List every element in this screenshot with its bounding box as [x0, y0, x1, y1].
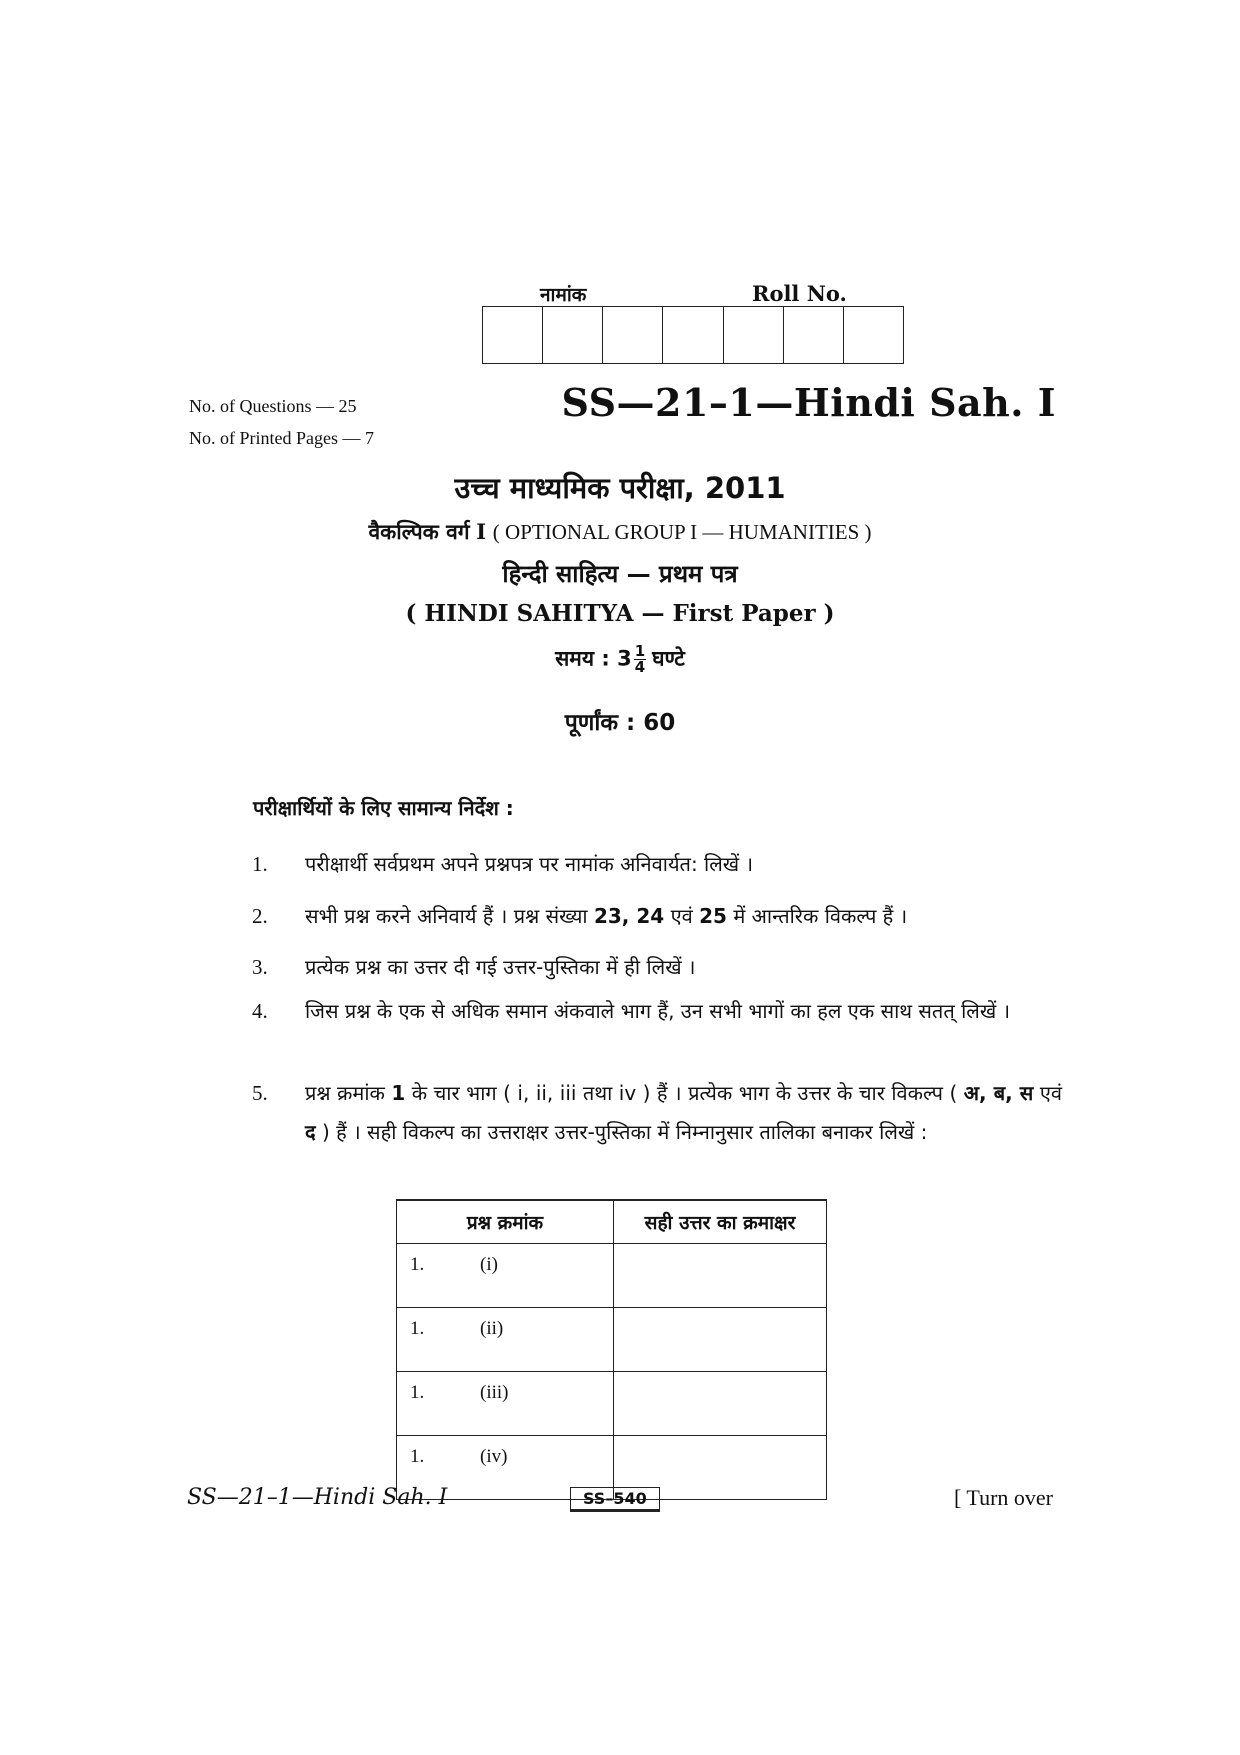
footer-paper-code: SS—21–1—Hindi Sah. I: [187, 1485, 448, 1510]
paper-code: SS—21–1—Hindi Sah. I: [561, 380, 1056, 425]
instruction-text: प्रत्येक प्रश्न का उत्तर दी गई उत्तर-पुस्तिका में ही लिखें ।: [305, 955, 696, 979]
instruction-text: जिस प्रश्न के एक से अधिक समान अंकवाले भाग हैं, उन सभी भागों का हल एक साथ सतत् लिखें ।: [305, 999, 1011, 1023]
roll-digit-box: [543, 307, 603, 363]
answer-format-table: [396, 1199, 827, 1500]
roll-label-hindi: नामांक: [540, 284, 587, 306]
question-count: No. of Questions — 25: [189, 396, 357, 416]
time-unit: घण्टे: [652, 646, 685, 671]
instruction-number: 2.: [252, 904, 268, 928]
roll-digit-box: [603, 307, 663, 363]
instruction-item: [252, 992, 1062, 1031]
roll-digit-box: [483, 307, 543, 363]
roll-digit-box: [784, 307, 844, 363]
instruction-number: 1.: [252, 852, 268, 876]
table-row: 1. (iv): [397, 1436, 827, 1500]
footer-series-badge: SS–540: [570, 1487, 660, 1512]
table-row: 1. (iii): [397, 1372, 827, 1436]
instruction-item: [252, 1074, 1062, 1152]
instruction-number: 3.: [252, 955, 268, 979]
group-number: I: [476, 519, 487, 544]
instruction-item: [252, 897, 1062, 936]
column-question-number: प्रश्न क्रमांक: [397, 1200, 614, 1244]
instruction-item: [252, 845, 1062, 884]
instruction-text: प्रश्न क्रमांक 1 के चार भाग ( i, ii, iii तथा iv ) हैं । प्रत्येक भाग के उत्तर के चार विकल्प ( अ, ब, स एवं द ) हैं । सही विकल्प का उत्तराक्षर उत्तर-पुस्तिका में निम्नानुसार तालिका बनाकर लिखें :: [305, 1081, 1062, 1144]
time-allowed: [0, 644, 1240, 675]
instructions-heading: परीक्षार्थियों के लिए सामान्य निर्देश :: [253, 796, 514, 820]
subject-hindi: हिन्दी साहित्य — प्रथम पत्र: [502, 560, 738, 588]
time-label: समय : 3: [555, 646, 632, 671]
total-marks: पूर्णांक : 60: [564, 710, 676, 736]
roll-digit-box: [663, 307, 723, 363]
answer-cell: [614, 1244, 827, 1308]
group-english: ( OPTIONAL GROUP I — HUMANITIES ): [492, 520, 872, 544]
instruction-item: [252, 948, 1062, 987]
table-row: 1. (i): [397, 1244, 827, 1308]
instruction-text: सभी प्रश्न करने अनिवार्य हैं । प्रश्न संख्या 23, 24 एवं 25 में आन्तरिक विकल्प हैं ।: [305, 904, 908, 928]
answer-cell: [614, 1308, 827, 1372]
exam-title: उच्च माध्यमिक परीक्षा, 2011: [454, 471, 786, 505]
roll-label-english: Roll No.: [752, 281, 847, 306]
subject-english: ( HINDI SAHITYA — First Paper ): [405, 600, 835, 627]
optional-group: [0, 518, 1240, 546]
roll-number-boxes: [482, 306, 904, 364]
turn-over-note: [ Turn over: [953, 1485, 1053, 1510]
fraction-denominator: 4: [634, 658, 646, 676]
instruction-text: परीक्षार्थी सर्वप्रथम अपने प्रश्नपत्र पर नामांक अनिवार्यत: लिखें ।: [305, 852, 754, 876]
table-row: 1. (ii): [397, 1308, 827, 1372]
instruction-number: 5.: [252, 1081, 268, 1105]
page-count: No. of Printed Pages — 7: [189, 428, 374, 448]
instruction-number: 4.: [252, 999, 268, 1023]
roll-digit-box: [724, 307, 784, 363]
fraction-numerator: 1: [634, 642, 646, 660]
time-fraction: [634, 644, 646, 675]
group-hindi: वैकल्पिक वर्ग: [368, 520, 470, 544]
column-correct-answer: सही उत्तर का क्रमाक्षर: [614, 1200, 827, 1244]
roll-digit-box: [844, 307, 903, 363]
answer-cell: [614, 1372, 827, 1436]
